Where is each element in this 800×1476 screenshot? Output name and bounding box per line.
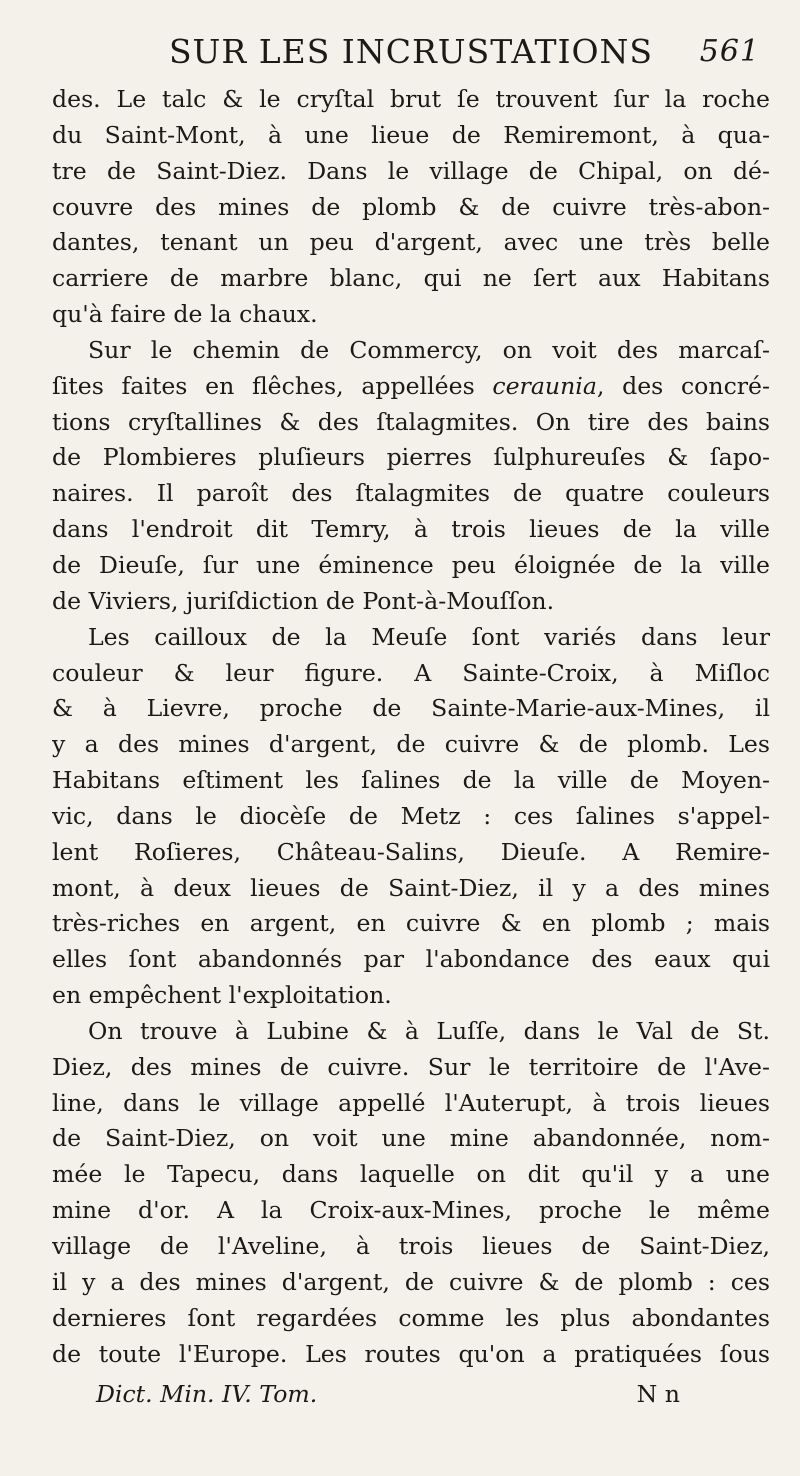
text-line: carriere de marbre blanc, qui ne ſert aux Habitans [52, 264, 770, 293]
text-line: Les cailloux de la Meuſe ſont variés dans leur [88, 622, 770, 651]
text-line: couleur & leur figure. A Sainte-Croix, à Miſloc [52, 658, 770, 687]
text-line: de Saint-Diez, on voit une mine abandonnée, nom- [52, 1124, 770, 1153]
text-line: de Plombieres pluſieurs pierres ſulphureuſes & ſapo- [52, 443, 770, 472]
text-line: Habitans eſtiment les ſalines de la ville de Moyen- [52, 766, 770, 795]
text-line: elles ſont abandonnés par l'abondance des eaux qui [52, 945, 770, 974]
page-number: 561 [699, 34, 760, 69]
text-line: du Saint-Mont, à une lieue de Remiremont, à qua- [52, 120, 770, 149]
text-line: y a des mines d'argent, de cuivre & de plomb. Les [52, 730, 770, 759]
text-line: dernieres ſont regardées comme les plus abondantes [52, 1303, 770, 1332]
running-head [52, 28, 770, 84]
body-text [52, 82, 770, 1372]
text-line: village de l'Aveline, à trois lieues de Saint-Diez, [52, 1232, 770, 1260]
text-line: dans l'endroit dit Temry, à trois lieues de la ville [52, 515, 770, 544]
text-line: couvre des mines de plomb & de cuivre très-abon- [52, 192, 770, 221]
text-line: de Viviers, juriſdiction de Pont-à-Mouſſon. [52, 586, 555, 615]
running-title: SUR LES INCRUSTATIONS [168, 32, 654, 71]
italic-term: ceraunia [492, 371, 597, 400]
text-line: lent Roſieres, Château-Salins, Dieuſe. A Remire- [52, 837, 770, 866]
text-line: mont, à deux lieues de Saint-Diez, il y a des mines [52, 873, 770, 902]
signature-mark: Dict. Min. IV. Tom. [96, 1380, 318, 1409]
text-line: de toute l'Europe. Les routes qu'on a pratiquées ſous [52, 1339, 770, 1368]
page-footer [52, 1374, 770, 1414]
text-line: mine d'or. A la Croix-aux-Mines, proche le même [52, 1196, 770, 1225]
text-line: très-riches en argent, en cuivre & en plomb ; mais [52, 909, 770, 938]
text-line: On trouve à Lubine & à Luſſe, dans le Val de St. [88, 1016, 770, 1045]
text-line: il y a des mines d'argent, de cuivre & de plomb : ces [52, 1267, 770, 1296]
text-line: & à Lievre, proche de Sainte-Marie-aux-Mines, il [52, 694, 770, 723]
text-line: naires. Il paroît des ſtalagmites de quatre couleurs [52, 479, 770, 508]
text-line: dantes, tenant un peu d'argent, avec une très belle [52, 228, 770, 257]
text-line: qu'à faire de la chaux. [52, 300, 318, 329]
text-line: en empêchent l'exploitation. [52, 981, 392, 1010]
text-line: Sur le chemin de Commercy, on voit des marcaſ- [88, 335, 770, 364]
text-line: des. Le talc & le cryſtal brut ſe trouvent ſur la roche [52, 85, 770, 113]
catchword: N n [636, 1380, 680, 1409]
text-line: ſites faites en flêches, appellées ceraunia, des concré- [52, 371, 770, 400]
text-line: Diez, des mines de cuivre. Sur le territoire de l'Ave- [52, 1052, 770, 1081]
text-line: tions cryſtallines & des ſtalagmites. On tire des bains [52, 407, 770, 436]
text-line: mée le Tapecu, dans laquelle on dit qu'il y a une [52, 1160, 770, 1189]
text-line: tre de Saint-Diez. Dans le village de Chipal, on dé- [52, 156, 770, 185]
text-line: line, dans le village appellé l'Auterupt, à trois lieues [52, 1088, 770, 1117]
text-line: de Dieuſe, ſur une éminence peu éloignée de la ville [52, 550, 770, 579]
text-line: vic, dans le diocèſe de Metz : ces ſalines s'appel- [52, 801, 770, 830]
